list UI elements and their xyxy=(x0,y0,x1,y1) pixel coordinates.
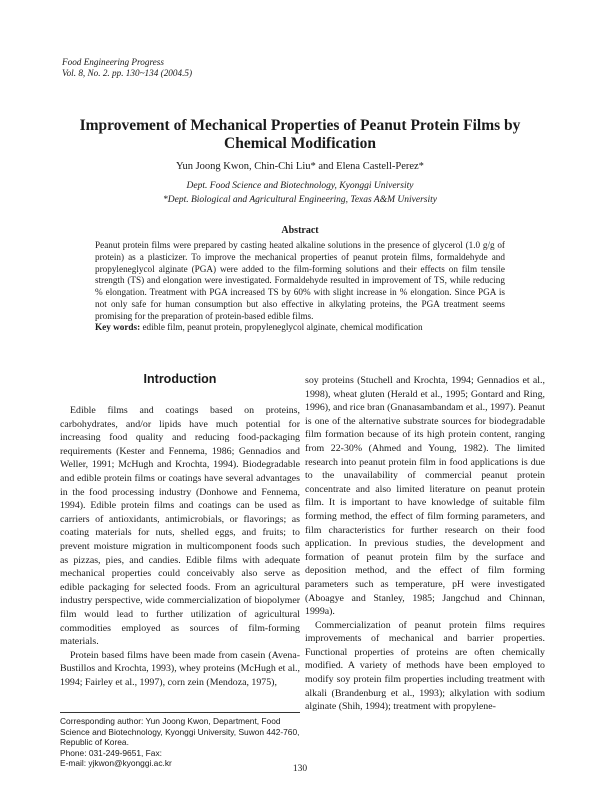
abstract-heading: Abstract xyxy=(281,225,319,236)
right-paragraph-2: Commercialization of peanut protein films requires improvements of mechanical and barrier properties. Functional properties of proteins are often chemically modified. A variety of methods have been employed to modify soy protein film properties including treatment with alkali (Brandenburg et al., 1993); alkylation with sodium alginate (Shih, 1994); treatment with propylene- xyxy=(305,619,545,713)
journal-volume: Vol. 8, No. 2. pp. 130~134 (2004.5) xyxy=(62,68,193,78)
keywords-text: edible film, peanut protein, propyleneglycol alginate, chemical modification xyxy=(142,322,423,332)
footnote-phone: Phone: 031-249-9651, Fax: xyxy=(60,747,162,758)
paper-title-line-1: Improvement of Mechanical Properties of Peanut Protein Films by xyxy=(79,117,521,134)
right-column xyxy=(305,374,545,714)
left-column xyxy=(60,404,300,689)
left-paragraph-2: Protein based films have been made from casein (Avena-Bustillos and Krochta, 1993), whey proteins (McHugh et al., 1994; Fairley et al., 1997), corn zein (Mendoza, 1975), xyxy=(60,649,300,688)
footnote-author: Corresponding author: Yun Joong Kwon, Department, Food Science and Biotechnology, Kyonggi University, Suwon 442-760, Republic of Korea. xyxy=(60,716,300,748)
journal-name: Food Engineering Progress xyxy=(62,57,164,67)
right-paragraph-1: soy proteins (Stuchell and Krochta, 1994; Gennadios et al., 1998), wheat gluten (Herald et al., 1995; Gontard and Ring, 1996), and rice bran (Gnanasambandam et al., 1997). Peanut is one of the alternative substrate sources for biodegradable film formation because of its high protein content, ranging from 22-30% (Ahmed and Young, 1982). The limited research into peanut protein film in food applications is due to the unavailability of commercial peanut protein concentrate and also limited literature on peanut protein film. It is important to have knowledge of suitable film forming method, the effect of film forming parameters, and film characteristics for further research on their food application. In previous studies, the development and formation of peanut protein film by the surface and deposition method, and the effect of film forming parameters such as temperature, pH were investigated (Aboagye and Stanley, 1985; Jangchud and Chinnan, 1999a). xyxy=(305,375,545,618)
footnote-email: E-mail: yjkwon@kyonggi.ac.kr xyxy=(60,758,172,769)
paper-title xyxy=(60,117,540,153)
left-paragraph-1: Edible films and coatings based on proteins, carbohydrates, and/or lipids have much potential for increasing food quality and reducing food-packaging requirements (Kester and Fennema, 1986; Gennadios and Weller, 1991; McHugh and Krochta, 1994). Biodegradable and edible protein films or coatings have several advantages in the food processing industry (Donhowe and Fennema, 1994). Edible protein films and coatings can be used as carriers of antioxidants, antimicrobials, or flavorings; as coating materials for nuts, shelled eggs, and fruits; to prevent moisture migration in multicomponent foods such as pizzas, pies, and candies. Edible films with adequate mechanical properties could conceivably also serve as edible packaging for selected foods. From an agricultural industry perspective, wide commercialization of biopolymer film would lead to further utilization of agricultural commodities employed as sources of film-forming materials. xyxy=(60,405,300,648)
page-number: 130 xyxy=(292,764,308,774)
author-list: Yun Joong Kwon, Chin-Chi Liu* and Elena Castell-Perez* xyxy=(176,161,424,172)
affiliation-1: Dept. Food Science and Biotechnology, Kyonggi University xyxy=(186,181,414,191)
affiliation-2: *Dept. Biological and Agricultural Engineering, Texas A&M University xyxy=(163,195,437,205)
keywords-label: Key words: xyxy=(95,322,141,332)
journal-header xyxy=(62,57,192,79)
abstract-text: Peanut protein films were prepared by casting heated alkaline solutions in the presence of glycerol (1.0 g/g of protein) as a plasticizer. To improve the mechanical properties of peanut protein films, formaldehyde and propyleneglycol alginate (PGA) were added to the film-forming solutions and their effects on film tensile strength (TS) and elongation were investigated. Formaldehyde resulted in improvement of TS, while reducing % elongation. Treatment with PGA increased TS by 60% with slight increase in % elongation. Since PGA is not only safe for human consumption but also effective in alkylating proteins, the PGA treatment seems promising for the preparation of protein-based edible films. xyxy=(95,240,505,321)
footnote xyxy=(60,716,305,769)
footnote-divider xyxy=(60,712,300,713)
paper-title-line-2: Chemical Modification xyxy=(224,135,376,152)
section-heading-introduction: Introduction xyxy=(143,372,217,386)
keywords xyxy=(95,322,515,332)
